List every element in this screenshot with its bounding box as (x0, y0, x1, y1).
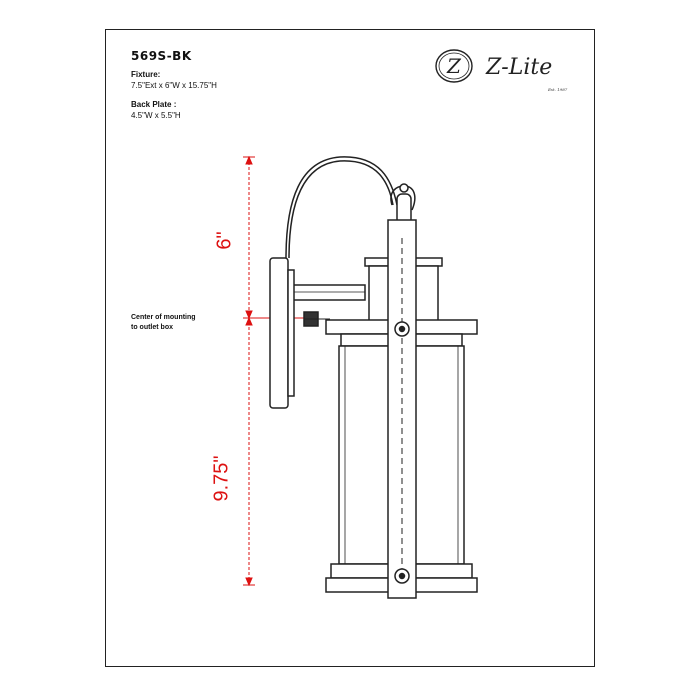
backplate-dimensions: 4.5"W x 5.5"H (131, 111, 181, 120)
dimension-label-upper: 6" (213, 231, 236, 250)
fixture-label: Fixture: (131, 70, 161, 79)
mounting-note-line2: to outlet box (131, 324, 173, 331)
fixture-outline (270, 157, 477, 598)
dimension-label-lower: 9.75" (210, 455, 233, 502)
mounting-note-line1: Center of mounting (131, 314, 196, 321)
backplate-label: Back Plate : (131, 100, 177, 109)
logo-brand-text: Z-Lite (486, 55, 553, 80)
logo-monogram: Z (447, 54, 461, 78)
model-number: 569S-BK (131, 49, 192, 63)
fixture-dimensions: 7.5"Ext x 6"W x 15.75"H (131, 81, 217, 90)
logo-established: Est. 1987 (548, 87, 568, 92)
